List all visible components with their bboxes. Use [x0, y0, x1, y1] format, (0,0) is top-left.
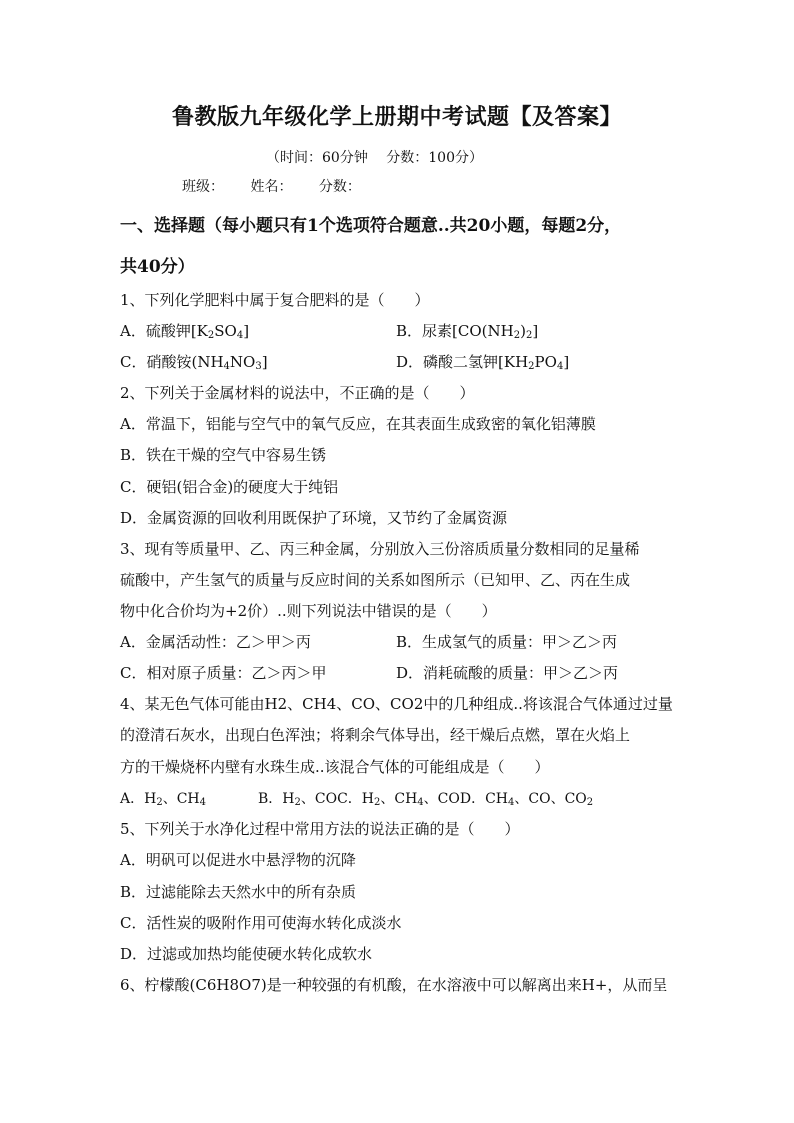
- question-4-stem-cont: 方的干燥烧杯内壁有水珠生成..该混合气体的可能组成是（ ）: [120, 758, 550, 776]
- class-label: 班级：: [182, 179, 224, 195]
- question-1-option-b: B．尿素$[CO(NH_2)_2]$: [396, 322, 539, 341]
- question-1-option-a: A．硫酸钾$[K_2SO_4]$: [120, 322, 250, 341]
- question-4-option-a: A．$H_2$、$CH_4$: [120, 791, 206, 808]
- question-3-stem-cont: 物中化合价均为+2价）..则下列说法中错误的是（ ）: [120, 602, 497, 620]
- question-5-stem: 5、下列关于水净化过程中常用方法的说法正确的是（ ）: [120, 820, 520, 838]
- question-1-stem: 1、下列化学肥料中属于复合肥料的是（ ）: [120, 291, 430, 309]
- page-title: 鲁教版九年级化学上册期中考试题【及答案】: [171, 104, 622, 130]
- question-3-option-b: B．生成氢气的质量：甲＞乙＞丙: [396, 633, 618, 651]
- question-2-option-b: B．铁在干燥的空气中容易生锈: [120, 446, 327, 464]
- exam-subtitle: （时间：60分钟 分数：100分）: [266, 150, 483, 166]
- question-3-option-a: A．金属活动性：乙＞甲＞丙: [120, 633, 311, 651]
- question-5-option-b: B．过滤能除去天然水中的所有杂质: [120, 883, 357, 901]
- question-3-option-c: C．相对原子质量：乙＞丙＞甲: [120, 664, 327, 682]
- question-5-option-a: A．明矾可以促进水中悬浮物的沉降: [120, 851, 356, 869]
- question-4-stem-cont: 的澄清石灰水，出现白色浑浊；将剩余气体导出，经干燥后点燃，罩在火焰上: [120, 726, 631, 744]
- student-info: [182, 176, 383, 196]
- question-4-stem: 4、某无色气体可能由H2、CH4、CO、CO2中的几种组成..将该混合气体通过过量: [120, 695, 673, 713]
- section-heading: 一、选择题（每小题只有1个选项符合题意..共20小题，每题2分，: [120, 216, 622, 236]
- question-2-stem: 2、下列关于金属材料的说法中，不正确的是（ ）: [120, 384, 475, 402]
- question-3-option-d: D．消耗硫酸的质量：甲＞乙＞丙: [396, 664, 619, 682]
- score-label: 分数：: [318, 179, 361, 195]
- section-heading-cont: 共40分）: [120, 257, 195, 277]
- question-1-option-d: D．磷酸二氢钾$[KH_2PO_4]$: [396, 353, 570, 372]
- question-4-options-bcd: B．$H_2$、COC．$H_2$、$CH_4$、COD．$CH_4$、CO、$CO_2$: [258, 791, 594, 808]
- question-2-option-d: D．金属资源的回收利用既保护了环境，又节约了金属资源: [120, 509, 508, 527]
- question-3-stem-cont: 硫酸中，产生氢气的质量与反应时间的关系如图所示（已知甲、乙、丙在生成: [120, 571, 631, 589]
- question-3-stem: 3、现有等质量甲、乙、丙三种金属，分别放入三份溶质质量分数相同的足量稀: [120, 540, 640, 558]
- question-2-option-a: A．常温下，铝能与空气中的氧气反应，在其表面生成致密的氧化铝薄膜: [120, 415, 596, 433]
- question-5-option-d: D．过滤或加热均能使硬水转化成软水: [120, 945, 373, 963]
- question-6-stem: 6、柠檬酸(C6H8O7)是一种较强的有机酸，在水溶液中可以解离出来H+，从而呈: [120, 976, 668, 994]
- name-label: 姓名：: [250, 179, 293, 195]
- question-2-option-c: C．硬铝(铝合金)的硬度大于纯铝: [120, 478, 339, 496]
- question-1-option-c: C．硝酸铵$(NH_4NO_3]$: [120, 353, 268, 372]
- question-5-option-c: C．活性炭的吸附作用可使海水转化成淡水: [120, 914, 402, 932]
